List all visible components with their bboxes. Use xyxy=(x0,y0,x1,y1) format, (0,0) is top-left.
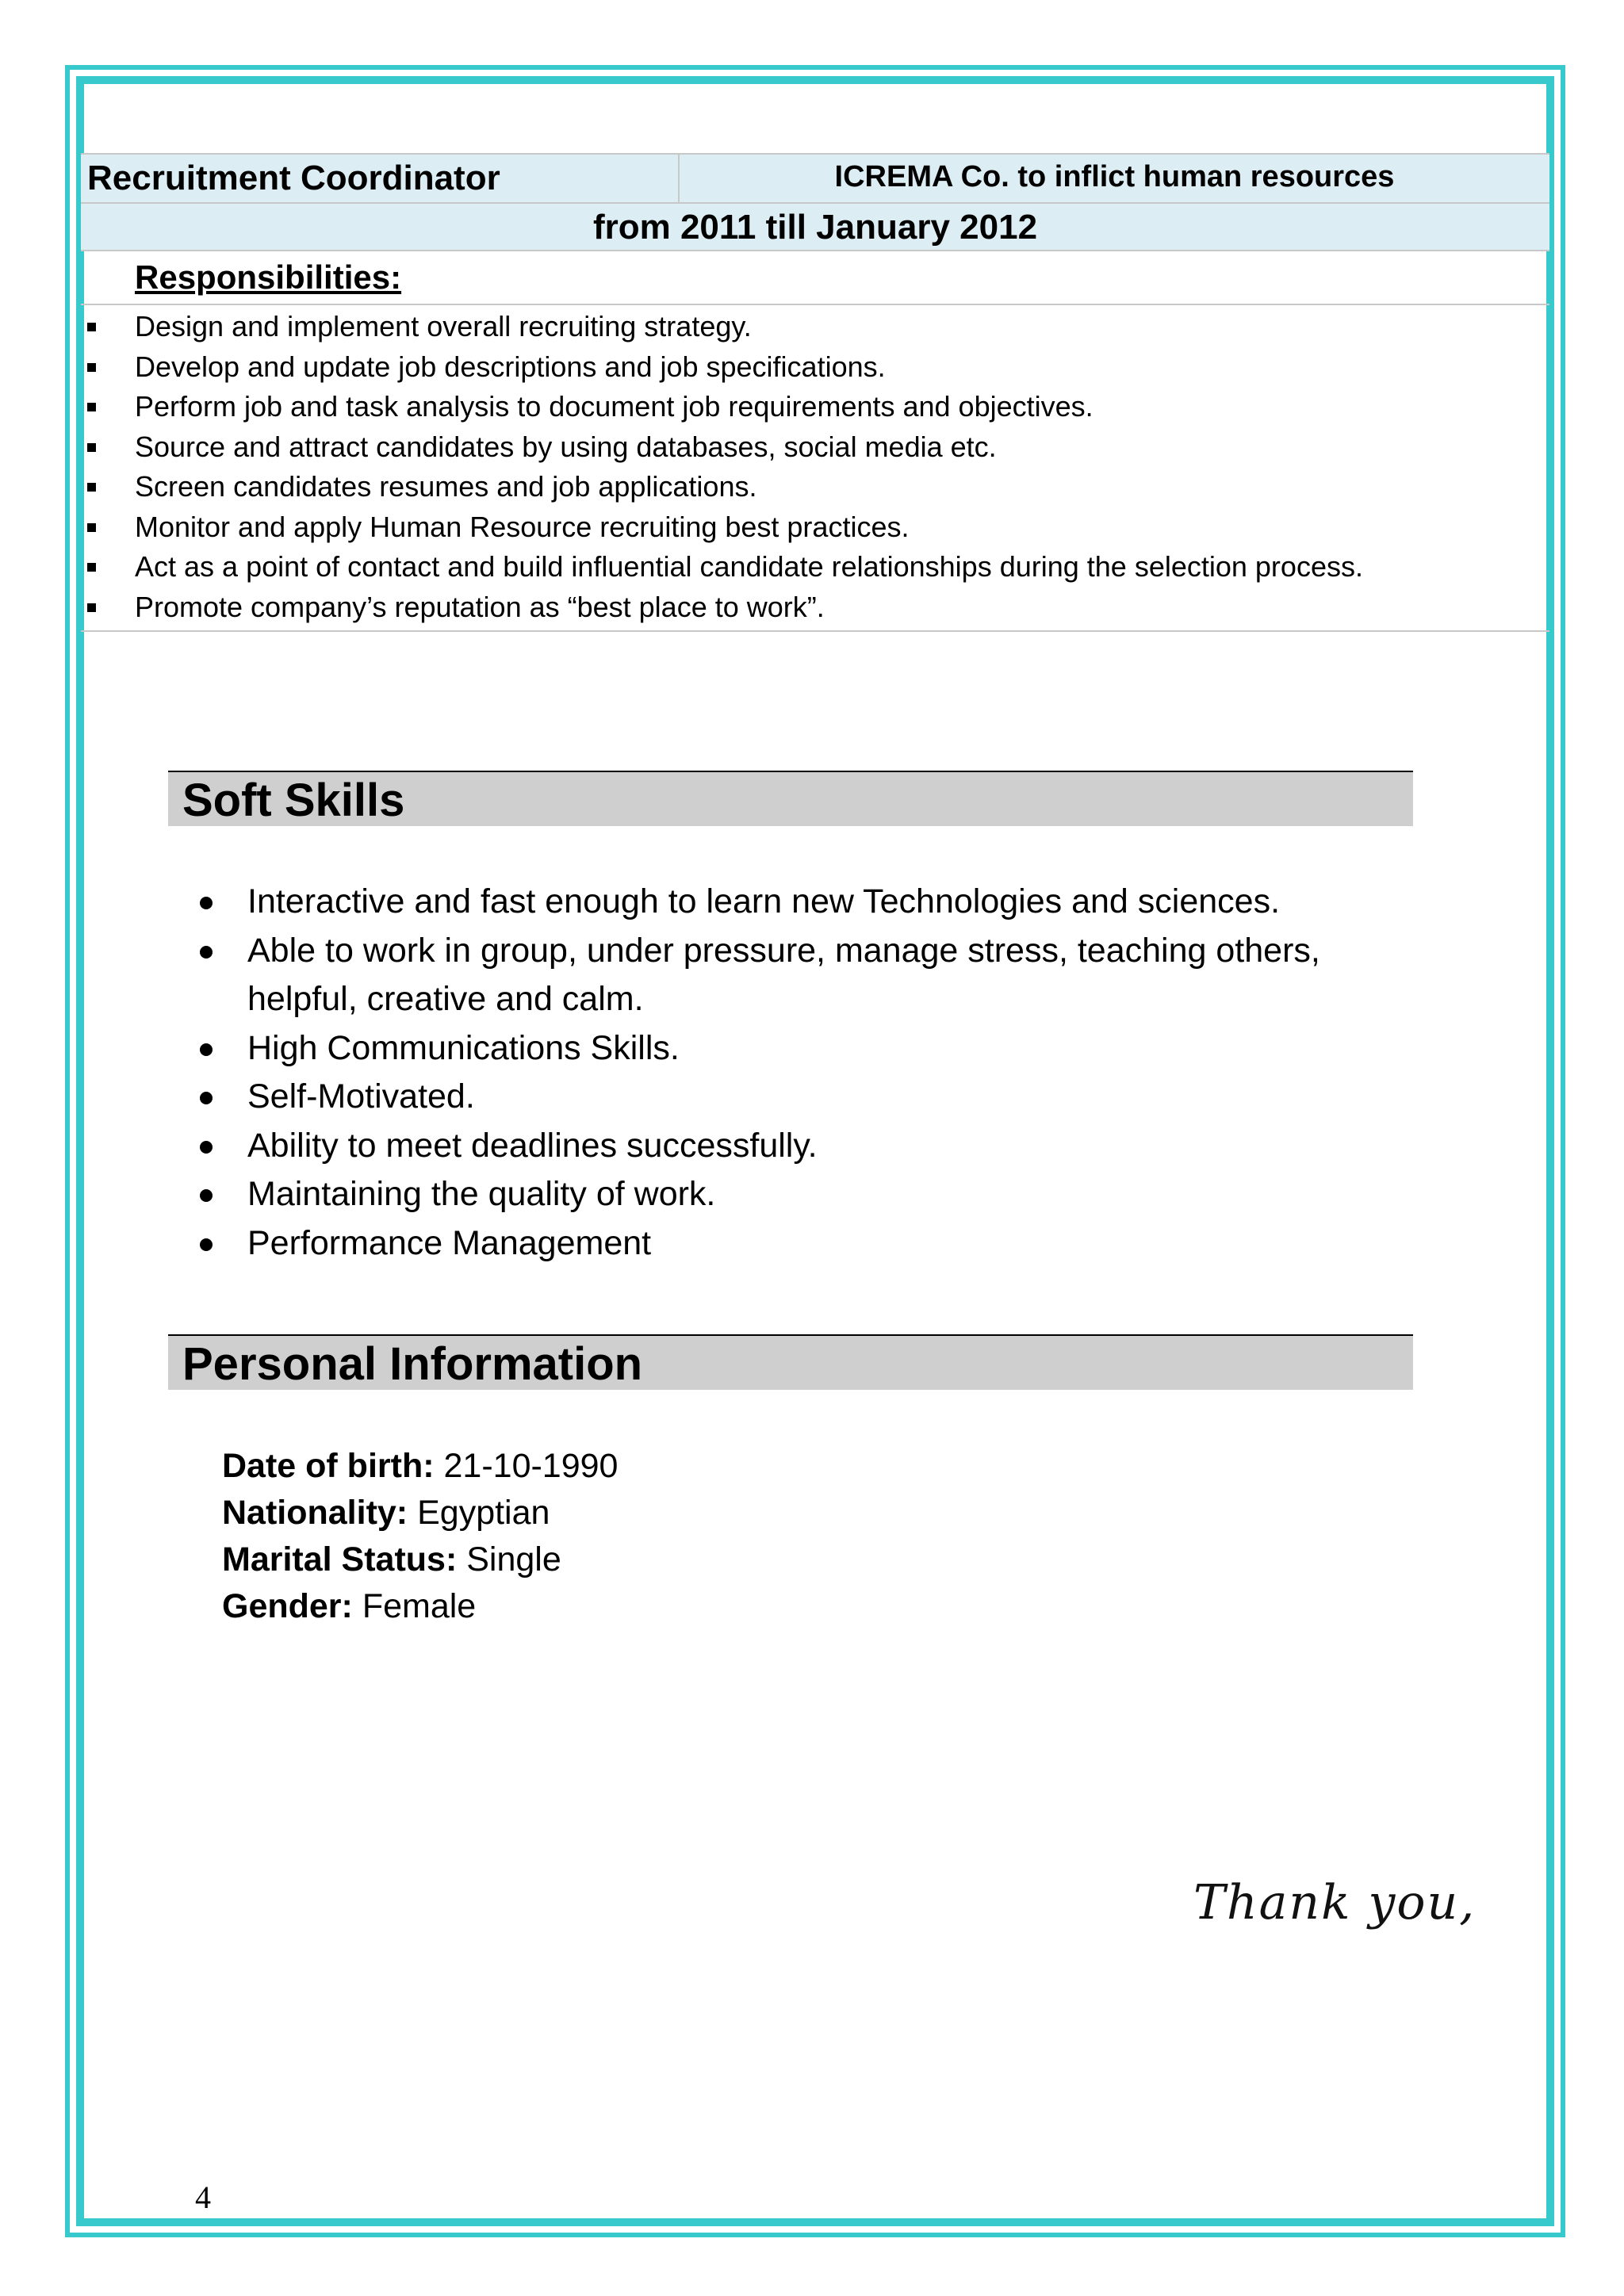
job-period: from 2011 till January 2012 xyxy=(81,202,1549,250)
personal-field xyxy=(222,1490,618,1536)
square-bullet-icon xyxy=(87,443,96,452)
field-value: Female xyxy=(362,1587,477,1625)
personal-info-heading: Personal Information xyxy=(168,1334,1413,1390)
list-item-text: Maintaining the quality of work. xyxy=(247,1175,716,1213)
square-bullet-icon xyxy=(87,403,96,411)
closing-text: Thank you, xyxy=(1193,1875,1477,1931)
square-bullet-icon xyxy=(87,563,96,572)
field-value: Egyptian xyxy=(417,1494,550,1532)
list-item-text: Design and implement overall recruiting strategy. xyxy=(135,310,752,342)
list-item xyxy=(81,467,1549,507)
list-item xyxy=(200,927,1389,1024)
bullet-icon xyxy=(200,897,213,909)
list-item-text: Perform job and task analysis to document job requirements and objectives. xyxy=(135,390,1094,423)
list-item xyxy=(81,387,1549,427)
job-table xyxy=(81,153,1549,632)
list-item-text: Screen candidates resumes and job applications. xyxy=(135,470,757,503)
list-item-text: Able to work in group, under pressure, manage stress, teaching others, helpful, creative and calm. xyxy=(247,931,1320,1018)
field-label: Marital Status: xyxy=(222,1540,458,1578)
job-company: ICREMA Co. to inflict human resources xyxy=(834,160,1395,193)
personal-field xyxy=(222,1583,618,1630)
soft-skills-list xyxy=(200,878,1389,1268)
list-item xyxy=(81,347,1549,388)
field-value: 21-10-1990 xyxy=(443,1447,619,1485)
list-item xyxy=(200,1024,1389,1073)
bullet-icon xyxy=(200,1238,213,1251)
responsibilities-label: Responsibilities: xyxy=(81,250,1549,304)
square-bullet-icon xyxy=(87,523,96,532)
square-bullet-icon xyxy=(87,363,96,372)
list-item xyxy=(81,427,1549,468)
list-item-text: Monitor and apply Human Resource recruiting best practices. xyxy=(135,510,910,543)
list-item xyxy=(200,878,1389,927)
square-bullet-icon xyxy=(87,323,96,331)
bullet-icon xyxy=(200,946,213,959)
list-item xyxy=(81,587,1549,628)
personal-field xyxy=(222,1536,618,1583)
list-item xyxy=(200,1073,1389,1122)
field-label: Gender: xyxy=(222,1587,353,1625)
list-item xyxy=(81,307,1549,347)
list-item-text: Source and attract candidates by using databases, social media etc. xyxy=(135,430,997,463)
list-item-text: Interactive and fast enough to learn new Technologies and sciences. xyxy=(247,882,1281,920)
bullet-icon xyxy=(200,1043,213,1056)
responsibilities-list xyxy=(81,304,1549,632)
list-item-text: Act as a point of contact and build influential candidate relationships during the selection process. xyxy=(135,550,1363,583)
list-item-text: Ability to meet deadlines successfully. xyxy=(247,1126,818,1165)
bullet-icon xyxy=(200,1092,213,1104)
job-title: Recruitment Coordinator xyxy=(81,155,680,202)
list-item xyxy=(200,1122,1389,1171)
list-item xyxy=(200,1170,1389,1219)
bullet-icon xyxy=(200,1141,213,1154)
list-item xyxy=(81,547,1549,587)
square-bullet-icon xyxy=(87,603,96,612)
list-item-text: Self-Motivated. xyxy=(247,1077,475,1115)
field-label: Date of birth: xyxy=(222,1447,435,1485)
list-item xyxy=(81,507,1549,548)
list-item-text: Promote company’s reputation as “best place to work”. xyxy=(135,590,825,623)
field-label: Nationality: xyxy=(222,1494,408,1532)
bullet-icon xyxy=(200,1189,213,1202)
field-value: Single xyxy=(466,1540,561,1578)
list-item xyxy=(200,1219,1389,1269)
personal-field xyxy=(222,1443,618,1490)
soft-skills-heading: Soft Skills xyxy=(168,771,1413,826)
page-number: 4 xyxy=(195,2179,211,2215)
square-bullet-icon xyxy=(87,483,96,492)
list-item-text: High Communications Skills. xyxy=(247,1028,680,1067)
list-item-text: Performance Management xyxy=(247,1223,652,1262)
job-header-row xyxy=(81,153,1549,202)
list-item-text: Develop and update job descriptions and job specifications. xyxy=(135,350,886,383)
personal-info xyxy=(222,1443,618,1630)
